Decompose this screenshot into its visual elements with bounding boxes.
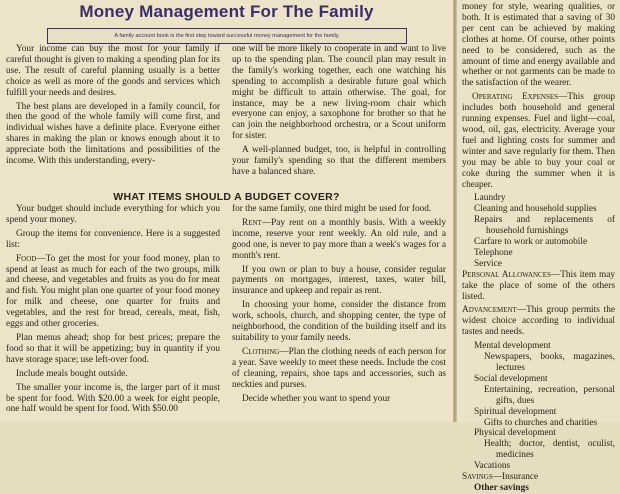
paragraph: Your budget should include everything for which you spend your money. [6, 204, 220, 225]
paragraph: for the same family, one third might be used for food. [232, 204, 432, 214]
list-item: Social development [474, 373, 548, 384]
advancement-text: —This group permits the widest choice according to individual tastes and needs. [462, 305, 615, 338]
paragraph: If you own or plan to buy a house, consider regular payments on mortgages, interest, taxes, water bill, insurance and upkeep and repair as rent. [232, 264, 446, 297]
column-top-middle [232, 44, 446, 181]
paragraph: Decide whether you want to spend your [242, 393, 391, 404]
savings-text: —Insurance [492, 472, 539, 483]
list-item: Physical development [474, 428, 556, 439]
paragraph: The best plans are developed in a family council, for then the good of the whole family will come first, and individual wishes have a definite place. Everyone either shares in making the plan or knows enough about it to appreciate both the limitations and possibilities of the income. With this understanding, every- [6, 101, 220, 167]
rent-label: Rent [242, 217, 262, 228]
column-bottom-left [6, 204, 220, 418]
list-item: Mental development [474, 341, 551, 352]
list-item: Other savings [474, 482, 529, 493]
paragraph: Group the items for convenience. Here is a suggested list: [6, 228, 220, 250]
clothing-label: Clothing [242, 346, 280, 357]
rent-paragraph [232, 218, 446, 262]
list-item: Spiritual development [474, 406, 557, 417]
list-item: Gifts to churches and charities [484, 417, 598, 428]
operating-label: Operating Expenses [472, 92, 559, 103]
list-item: Health; doctor, dentist, oculist, medicines [484, 439, 615, 461]
advancement-paragraph [462, 305, 615, 338]
column-top-left [6, 44, 220, 170]
column-bottom-middle [232, 204, 446, 407]
list-item: Entertaining, recreation, personal gifts, dues [484, 384, 615, 406]
clothing-text: —Plan the clothing needs of each person for a year. Save weekly to meet these needs. Include the cost of cleaning, repairs, shoe taps and accessories, such as neckties and purses. [232, 346, 446, 390]
list-item: Cleaning and household supplies [474, 204, 597, 215]
operating-paragraph [462, 92, 615, 190]
savings-label: Savings [462, 472, 493, 483]
clothing-paragraph [232, 347, 446, 391]
paragraph: money for style, wearing qualities, or both. It is estimated that a saving of 30 per cent can be achieved by making clothes at home. Of course, other points need to be considered, such as the amount of time and energy available and whether or not garments can be made to the satisfaction of the wearer. [462, 2, 615, 89]
paragraph: The smaller your income is, the larger part of it must be spent for food. With $20.00 a week for eight people, one half would be spent for food. With $50.00 [6, 382, 220, 415]
list-item: Telephone [474, 247, 513, 258]
personal-allowances-paragraph [462, 270, 615, 303]
paragraph: In choosing your home, consider the distance from work, schools, church, and shopping center, the type of neighborhood, the condition of the building itself and its suitability to your family needs. [232, 300, 446, 343]
rent-text: —Pay rent on a monthly basis. With a weekly income, reserve your rent weekly. An old rule, and a good one, is never to pay more than a week's wages for a month's rent. [232, 217, 446, 261]
list-item: Vacations [474, 461, 511, 472]
section-heading: WHAT ITEMS SHOULD A BUDGET COVER? [113, 191, 340, 203]
list-item: Newspapers, books, magazines, lectures [484, 352, 615, 373]
advancement-items [462, 341, 615, 494]
advancement-label: Advancement [462, 305, 517, 316]
savings-item [462, 472, 615, 483]
paragraph: Plan menus ahead; shop for best prices; prepare the food so that it will be appetizing; buy in quantity if you have storage space; use left-over food. [6, 332, 220, 365]
page-title: Money Management For The Family [79, 2, 374, 21]
column-right [462, 2, 615, 494]
list-item: Service [474, 258, 502, 269]
paragraph: Include meals bought outside. [16, 368, 128, 379]
list-item: Carfare to work or automobile [474, 237, 588, 248]
personal-allowances-label: Personal Allowances [462, 269, 551, 280]
banner-caption: A family account book is the first step toward successful money management for the family. [47, 28, 407, 44]
operating-items [462, 193, 615, 269]
paragraph: A well-planned budget, too, is helpful in controlling your family's spending so that the different members have a balanced share. [232, 145, 446, 177]
paragraph: Your income can buy the most for your family if careful thought is given to making a spending plan for its use. The result of careful planning usually is a better choice as well as more of the goods and services which fulfill your needs and desires. [6, 44, 220, 98]
food-label: Food [16, 253, 37, 264]
paragraph: one will be more likely to cooperate in and want to live up to the spending plan. The council plan may result in the family's working together, each one watching his spending to accomplish a desirable future goal which might be difficult to attain otherwise. The goal, for instance, may be a new living-room chair which everyone can enjoy, a saxophone for brother so that he can join the neighborhood orchestra, or a Scout uniform for sister. [232, 44, 446, 142]
personal-allowances-text: —This item may take the place of some of the others listed. [462, 269, 615, 302]
food-paragraph [6, 254, 220, 330]
operating-text: —This group includes both household and general running expenses. Fuel and light—coal, wood, oil, gas, electricity. Average your fuel and lighting costs for summer and winter and save regularly for them. Then you may be able to buy your coal or coke during the summer when it is cheaper. [462, 92, 615, 190]
list-item: Repairs and replacements of household furnishings [474, 215, 615, 237]
food-text: —To get the most for your food money, plan to spend at least as much for each of the two groups, milk and cheese, and vegetables and fruits as you do for meat and fish. You might plan one quarter of your food money for milk and cheese, one quarter for fruits and vegetables, and the rest for bread, cereals, meat, fish, eggs and other groceries. [6, 253, 220, 330]
list-item: Laundry [474, 193, 506, 204]
